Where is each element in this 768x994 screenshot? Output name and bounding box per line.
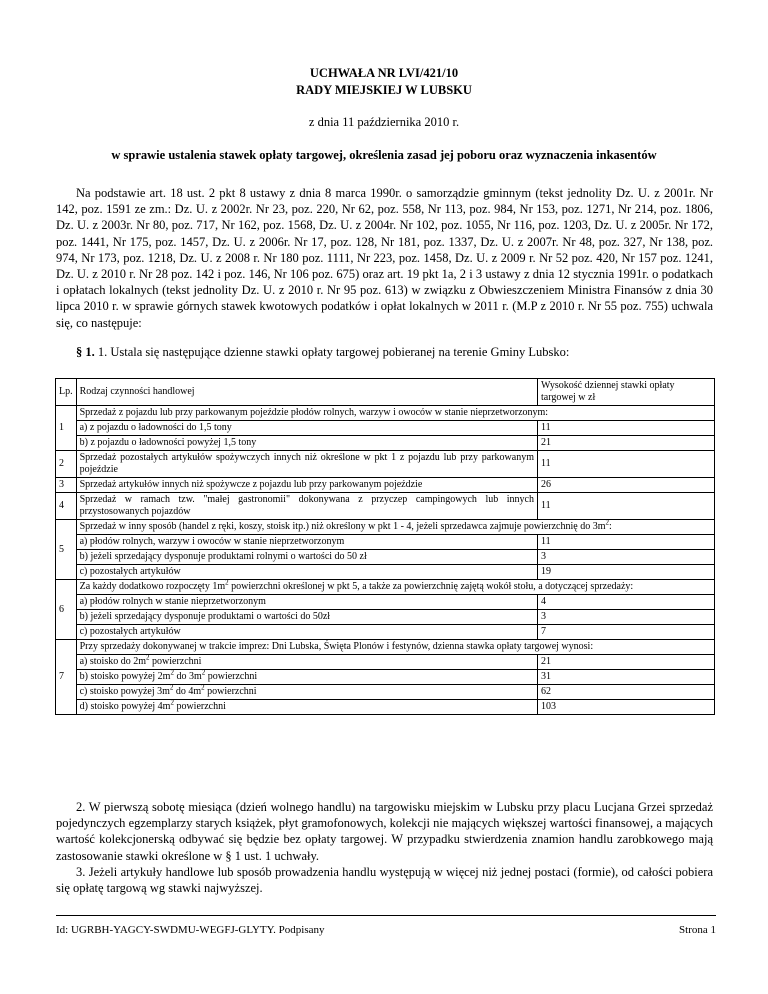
row-val: 103 [538, 700, 715, 715]
row-val: 4 [538, 595, 715, 610]
row-val: 3 [538, 550, 715, 565]
row-desc: Sprzedaż z pojazdu lub przy parkowanym pojeździe płodów rolnych, warzyw i owoców w stanie nieprzetworzonym: [76, 406, 714, 421]
row-desc: Przy sprzedaży dokonywanej w trakcie imprez: Dni Lubska, Święta Plonów i festynów, dzienna stawka opłaty targowej wynosi: [76, 640, 714, 655]
table-row [56, 535, 715, 550]
table-row [56, 451, 715, 478]
document-id: Id: UGRBH-YAGCY-SWDMU-WEGFJ-GLYTY. Podpisany [56, 924, 325, 936]
table-row [56, 610, 715, 625]
page-number: Strona 1 [679, 924, 716, 936]
row-desc: b) jeżeli sprzedający dysponuje produktami rolnymi o wartości do 50 zł [76, 550, 537, 565]
row-desc: Sprzedaż w ramach tzw. "małej gastronomii" dokonywana z przyczep campingowych lub innych przystosowanych pojazdów [76, 493, 537, 520]
row-lp: 3 [56, 478, 77, 493]
table-row [56, 406, 715, 421]
row-val: 11 [538, 493, 715, 520]
table-header-row [56, 379, 715, 406]
section-mark: § 1. [76, 345, 95, 359]
row-val: 7 [538, 625, 715, 640]
row-desc: Sprzedaż pozostałych artykułów spożywczych innych niż określone w pkt 1 z pojazdu lub przy parkowanym pojeździe [76, 451, 537, 478]
row-val: 31 [538, 670, 715, 685]
row-lp: 6 [56, 580, 77, 640]
table-row [56, 436, 715, 451]
row-val: 21 [538, 436, 715, 451]
row-lp: 2 [56, 451, 77, 478]
row-desc: b) jeżeli sprzedający dysponuje produktami o wartości do 50zł [76, 610, 537, 625]
table-row [56, 595, 715, 610]
row-desc: Sprzedaż artykułów innych niż spożywcze z pojazdu lub przy parkowanym pojeździe [76, 478, 537, 493]
table-row [56, 478, 715, 493]
table-row [56, 421, 715, 436]
council-name: RADY MIEJSKIEJ W LUBSKU [296, 83, 472, 97]
table-row [56, 655, 715, 670]
paragraph-2: 2. W pierwszą sobotę miesiąca (dzień wolnego handlu) na targowisku miejskim w Lubsku przy placu Lucjana Grzei sprzedaż pojedynczych egzemplarzy starych książek, płyt gramofonowych, kolekcji nie mających większej wartości finansowej, a mających wartość kolekcjonerską odbywać się będzie bez opłaty targowej. W przypadku stwierdzenia znamion handlu zarobkowego mają zastosowanie stawki określone w § 1 ust. 1 uchwały. [56, 800, 713, 863]
resolution-subject: w sprawie ustalenia stawek opłaty targowej, określenia zasad jej poboru oraz wyznaczenia inkasentów [111, 148, 657, 162]
row-val: 3 [538, 610, 715, 625]
row-desc: Za każdy dodatkowo rozpoczęty $1m^2$ powierzchni określonej w pkt 5, a także za powierzchnię zajętą wokół stołu, a dotyczącej sprzedaży: [76, 580, 714, 595]
header-lp: Lp. [56, 379, 77, 406]
row-desc: Sprzedaż w inny sposób (handel z ręki, koszy, stoisk itp.) niż określony w pkt 1 - 4, jeżeli sprzedawca zajmuje powierzchnię do $3m^2$: [76, 520, 714, 535]
section-1-intro [76, 345, 716, 360]
table-row [56, 520, 715, 535]
paragraph-3: 3. Jeżeli artykuły handlowe lub sposób prowadzenia handlu występują w więcej niż jednej postaci (formie), od całości pobiera się opłatę targową wg stawki najwyższej. [56, 865, 713, 896]
row-desc: d) stoisko powyżej $4m^2$ powierzchni [76, 700, 537, 715]
table-row [56, 700, 715, 715]
row-lp: 7 [56, 640, 77, 715]
resolution-date: z dnia 11 października 2010 r. [308, 115, 460, 129]
table-row [56, 685, 715, 700]
resolution-number: UCHWAŁA NR LVI/421/10 [309, 66, 459, 80]
row-val: 11 [538, 535, 715, 550]
row-desc: b) z pojazdu o ładowności powyżej 1,5 tony [76, 436, 537, 451]
row-desc: a) z pojazdu o ładowności do 1,5 tony [76, 421, 537, 436]
footer-divider [56, 915, 716, 916]
row-val: 21 [538, 655, 715, 670]
row-desc: a) stoisko do $2m^2$ powierzchni [76, 655, 537, 670]
header-val: Wysokość dziennej stawki opłaty targowej w zł [538, 379, 715, 406]
section-1-text: 1. Ustala się następujące dzienne stawki opłaty targowej pobieranej na terenie Gminy Lubsko: [97, 345, 570, 359]
row-desc: c) pozostałych artykułów [76, 565, 537, 580]
table-row [56, 670, 715, 685]
table-row [56, 580, 715, 595]
row-desc: a) płodów rolnych, warzyw i owoców w stanie nieprzetworzonym [76, 535, 537, 550]
table-row [56, 565, 715, 580]
table-row [56, 625, 715, 640]
row-desc: b) stoisko powyżej $2m^2$ do $3m^2$ powierzchni [76, 670, 537, 685]
header-desc: Rodzaj czynności handlowej [76, 379, 537, 406]
row-lp: 5 [56, 520, 77, 580]
row-lp: 1 [56, 406, 77, 451]
row-val: 11 [538, 451, 715, 478]
table-row [56, 640, 715, 655]
row-desc: c) stoisko powyżej $3m^2$ do $4m^2$ powierzchni [76, 685, 537, 700]
table-row [56, 493, 715, 520]
row-val: 26 [538, 478, 715, 493]
row-val: 62 [538, 685, 715, 700]
rates-table [55, 378, 715, 715]
row-val: 19 [538, 565, 715, 580]
row-lp: 4 [56, 493, 77, 520]
row-desc: a) płodów rolnych w stanie nieprzetworzonym [76, 595, 537, 610]
preamble: Na podstawie art. 18 ust. 2 pkt 8 ustawy z dnia 8 marca 1990r. o samorządzie gminnym (tekst jednolity Dz. U. z 2001r. Nr 142, poz. 1591 ze zm.: Dz. U. z 2002r. Nr 23, poz. 220, Nr 62, poz. 558, Nr 113, poz. 984, Nr 153, poz. 1271, Nr 214, poz. 1806, Dz. U. z 2003r. Nr 80, poz. 717, Nr 162, poz. 1568, Dz. U. z 2004r. Nr 102, poz. 1055, Nr 116, poz. 1203, Dz. U. z 2005r. Nr 172, poz. 1441, Nr 175, poz. 1457, Dz. U. z 2006r. Nr 17, poz. 128, Nr 181, poz. 1337, Dz. U. z 2007r. Nr 48, poz. 327, Nr 138, poz. 974, Nr 173, poz. 1218, Dz. U. z 2008 r. Nr 180 poz. 1111, Nr 223, poz. 1458, Dz. U. z 2009 r. Nr 52 poz. 420, Nr 157 poz. 1241, Dz. U. z 2010 r. Nr 28 poz. 142 i poz. 146, Nr 106 poz. 675) oraz art. 19 pkt 1a, 2 i 3 ustawy z dnia 12 stycznia 1991r. o podatkach i opłatach lokalnych (tekst jednolity Dz. U. z 2010 r. Nr 95 poz. 613) w związku z Obwieszczeniem Ministra Finansów z dnia 30 lipca 2010 r. w sprawie górnych stawek kwotowych podatków i opłat lokalnych w 2011 r. (M.P z 2010 r. Nr 55 poz. 755) uchwala się, co następuje: [56, 186, 713, 330]
row-val: 11 [538, 421, 715, 436]
table-row [56, 550, 715, 565]
row-desc: c) pozostałych artykułów [76, 625, 537, 640]
